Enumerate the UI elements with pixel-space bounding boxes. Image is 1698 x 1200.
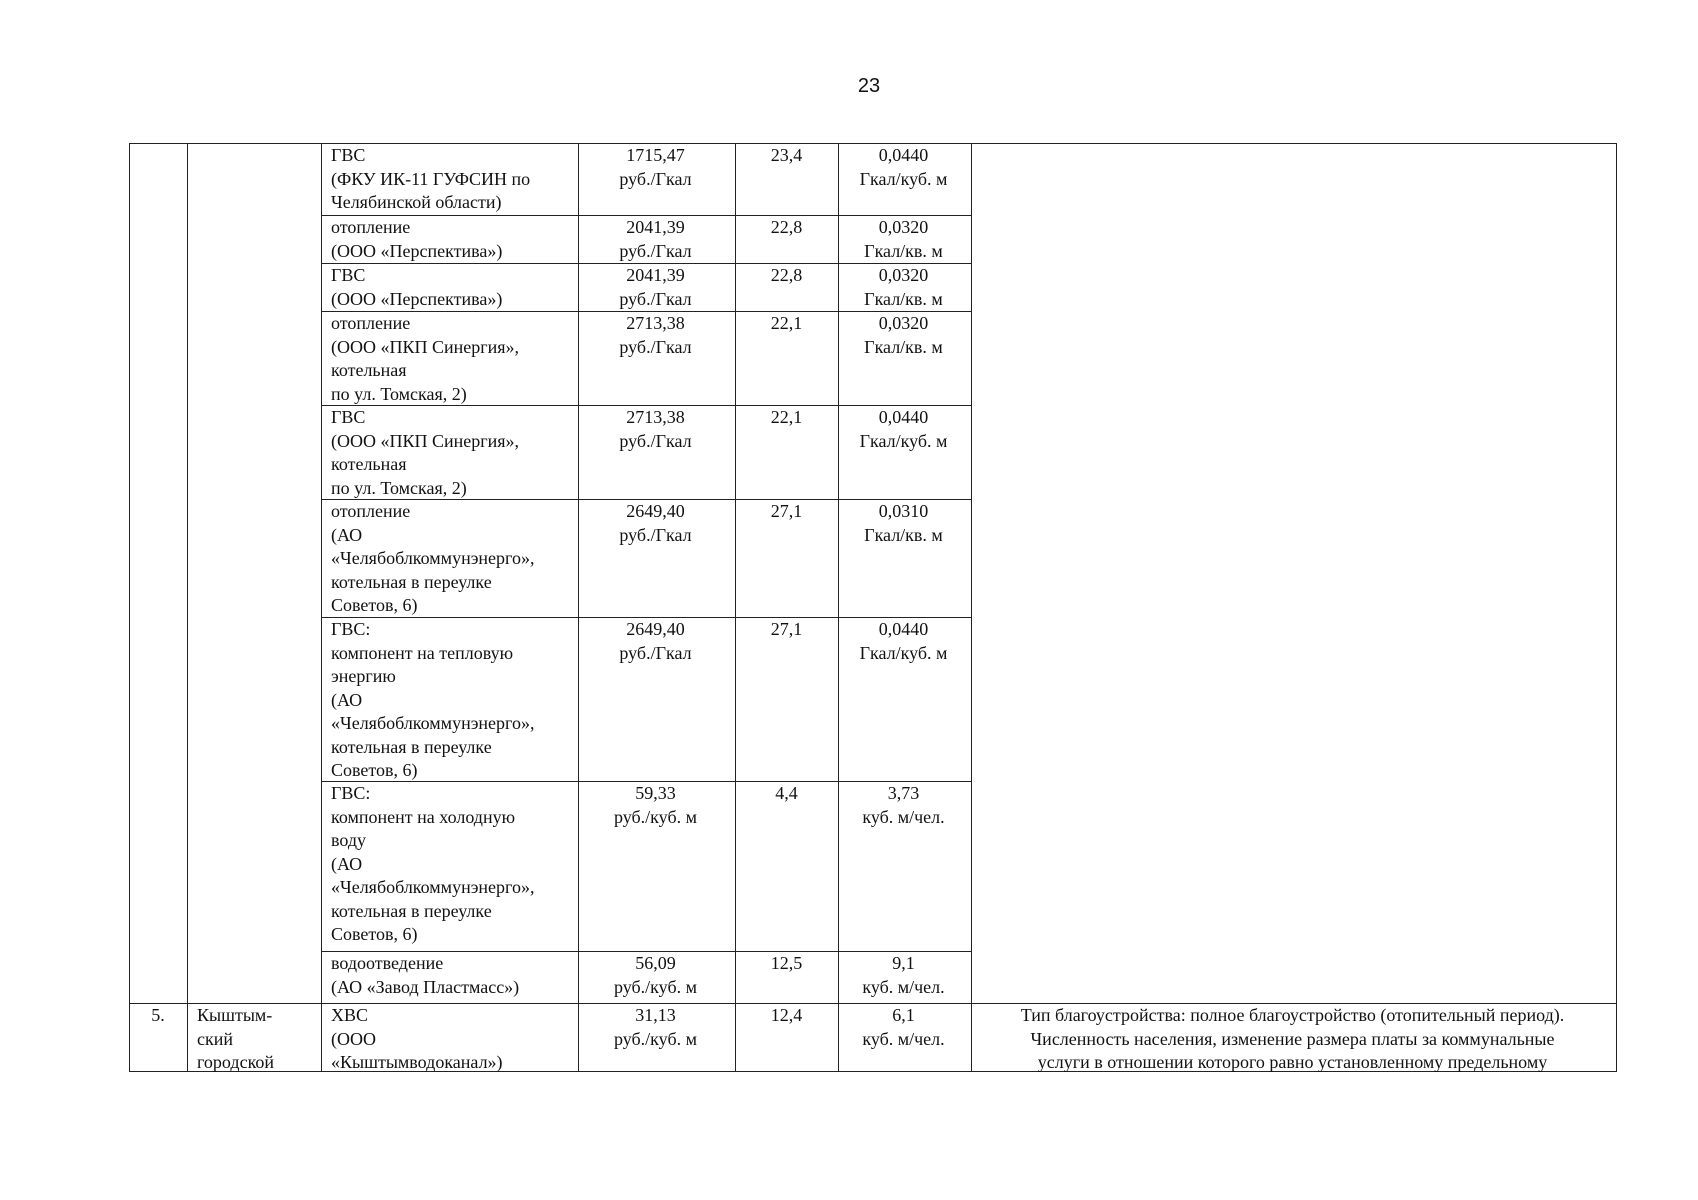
tariff-cell-line: руб./куб. м xyxy=(614,1028,697,1049)
tariff-cell-line: 59,33 xyxy=(635,783,676,803)
service-cell xyxy=(331,406,576,500)
service-cell-line: «Челябоблкоммунэнерго», xyxy=(331,713,535,733)
norm-cell-line: Гкал/куб. м xyxy=(859,168,948,189)
norm-cell xyxy=(838,406,969,453)
column-divider xyxy=(187,143,188,1071)
norm-cell-line: 0,0440 xyxy=(878,407,929,427)
norm-cell-line: Гкал/кв. м xyxy=(864,524,943,545)
tariff-cell-line: руб./Гкал xyxy=(619,642,692,663)
note-cell-line: Численность населения, изменение размера платы за коммунальные xyxy=(1030,1028,1555,1049)
service-cell-line: по ул. Томская, 2) xyxy=(331,477,467,498)
service-cell-line: по ул. Томская, 2) xyxy=(331,383,467,404)
tariff-cell xyxy=(578,500,733,547)
service-cell xyxy=(331,264,576,311)
service-cell-line: компонент на тепловую xyxy=(331,642,514,663)
service-cell-line: (ООО «ПКП Синергия», xyxy=(331,430,520,451)
share-cell: 22,1 xyxy=(770,313,803,333)
service-cell-line: ГВС: xyxy=(331,783,371,803)
tariff-cell xyxy=(578,144,733,191)
tariff-cell xyxy=(578,782,733,829)
norm-cell-line: 0,0440 xyxy=(878,145,929,165)
page-number: 23 xyxy=(857,75,881,97)
municipality-cell-line: Кыштым- xyxy=(197,1005,273,1025)
share-cell: 22,8 xyxy=(770,217,803,237)
service-cell-line: отопление xyxy=(331,313,411,333)
service-cell-line: котельная в переулке xyxy=(331,900,492,921)
service-cell-line: Советов, 6) xyxy=(331,595,418,615)
norm-cell-line: 0,0440 xyxy=(878,619,929,639)
tariff-cell-line: 2041,39 xyxy=(626,217,685,237)
note-cell-line: Тип благоустройства: полное благоустройство (отопительный период). xyxy=(1020,1005,1565,1025)
service-cell-line: компонент на холодную xyxy=(331,806,516,827)
tariff-cell xyxy=(578,618,733,665)
norm-cell xyxy=(838,1004,969,1051)
service-cell-line: отопление xyxy=(331,217,411,237)
tariff-table xyxy=(129,143,1616,1071)
tariff-cell-line: 56,09 xyxy=(635,953,676,973)
service-cell-line: (ООО «Перспектива») xyxy=(331,288,503,309)
municipality-cell xyxy=(197,1004,319,1075)
norm-cell-line: Гкал/кв. м xyxy=(864,240,943,261)
norm-cell xyxy=(838,216,969,263)
tariff-cell-line: руб./Гкал xyxy=(619,430,692,451)
service-cell xyxy=(331,782,576,947)
norm-cell xyxy=(838,264,969,311)
tariff-cell-line: руб./Гкал xyxy=(619,288,692,309)
tariff-cell xyxy=(578,264,733,311)
norm-cell-line: Гкал/кв. м xyxy=(864,336,943,357)
service-cell-line: (ФКУ ИК-11 ГУФСИН по xyxy=(331,168,531,189)
norm-cell-line: куб. м/чел. xyxy=(862,1028,945,1049)
norm-cell-line: куб. м/чел. xyxy=(862,806,945,827)
norm-cell-line: 0,0320 xyxy=(878,265,929,285)
norm-cell-line: 0,0320 xyxy=(878,217,929,237)
norm-cell-line: 0,0320 xyxy=(878,313,929,333)
tariff-cell-line: 2713,38 xyxy=(626,407,685,427)
service-cell-line: энергию xyxy=(331,666,396,686)
service-cell xyxy=(331,1004,576,1075)
service-cell xyxy=(331,500,576,618)
norm-cell xyxy=(838,618,969,665)
service-cell-line: (АО xyxy=(331,524,363,545)
service-cell-line: ГВС xyxy=(331,145,366,165)
tariff-cell xyxy=(578,1004,733,1051)
service-cell xyxy=(331,312,576,406)
service-cell-line: ГВС xyxy=(331,265,366,285)
norm-cell-line: 0,0310 xyxy=(878,501,929,521)
service-cell-line: водоотведение xyxy=(331,953,444,973)
municipality-cell-line: ский xyxy=(197,1028,233,1049)
norm-cell-line: Гкал/кв. м xyxy=(864,288,943,309)
tariff-cell xyxy=(578,406,733,453)
column-divider xyxy=(971,143,972,1071)
norm-cell xyxy=(838,782,969,829)
norm-cell xyxy=(838,312,969,359)
tariff-cell xyxy=(578,952,733,999)
tariff-cell xyxy=(578,312,733,359)
service-cell-line: Челябинской области) xyxy=(331,192,502,212)
service-cell xyxy=(331,216,576,263)
share-cell: 22,1 xyxy=(770,407,803,427)
norm-cell xyxy=(838,500,969,547)
share-cell: 23,4 xyxy=(770,145,803,165)
table-border-right xyxy=(1616,143,1617,1071)
service-cell-line: «Кыштымводоканал») xyxy=(331,1052,503,1072)
tariff-cell-line: руб./куб. м xyxy=(614,976,697,997)
tariff-cell-line: руб./Гкал xyxy=(619,168,692,189)
norm-cell xyxy=(838,952,969,999)
norm-cell-line: Гкал/куб. м xyxy=(859,642,948,663)
service-cell xyxy=(331,952,576,999)
tariff-cell-line: руб./Гкал xyxy=(619,336,692,357)
tariff-cell-line: 31,13 xyxy=(635,1005,676,1025)
norm-cell-line: Гкал/куб. м xyxy=(859,430,948,451)
service-cell-line: Советов, 6) xyxy=(331,924,418,944)
service-cell-line: ГВС: xyxy=(331,619,371,639)
note-cell-line: услуги в отношении которого равно установленному предельному xyxy=(1037,1052,1548,1072)
service-cell-line: (ООО «ПКП Синергия», xyxy=(331,336,520,357)
service-cell-line: котельная xyxy=(331,454,407,474)
share-cell: 12,5 xyxy=(770,953,803,973)
service-cell-line: (АО «Завод Пластмасс») xyxy=(331,976,520,997)
service-cell-line: (АО xyxy=(331,853,363,874)
tariff-cell xyxy=(578,216,733,263)
service-cell-line: котельная xyxy=(331,360,407,380)
note-cell xyxy=(971,1004,1614,1075)
service-cell xyxy=(331,618,576,783)
norm-cell-line: 9,1 xyxy=(892,953,915,973)
service-cell-line: (ООО xyxy=(331,1028,376,1049)
tariff-cell-line: 2649,40 xyxy=(626,619,685,639)
tariff-cell-line: 2649,40 xyxy=(626,501,685,521)
share-cell: 27,1 xyxy=(770,501,803,521)
tariff-cell-line: руб./куб. м xyxy=(614,806,697,827)
norm-cell xyxy=(838,144,969,191)
column-divider xyxy=(321,143,322,1071)
tariff-cell-line: 1715,47 xyxy=(626,145,685,165)
share-cell: 27,1 xyxy=(770,619,803,639)
table-border-left xyxy=(129,143,130,1071)
service-cell xyxy=(331,144,576,215)
norm-cell-line: 3,73 xyxy=(887,783,920,803)
service-cell-line: «Челябоблкоммунэнерго», xyxy=(331,548,535,568)
norm-cell-line: 6,1 xyxy=(892,1005,915,1025)
tariff-cell-line: руб./Гкал xyxy=(619,240,692,261)
share-cell: 12,4 xyxy=(770,1005,803,1025)
service-cell-line: «Челябоблкоммунэнерго», xyxy=(331,877,535,897)
service-cell-line: (АО xyxy=(331,689,363,710)
service-cell-line: Советов, 6) xyxy=(331,760,418,780)
service-cell-line: (ООО «Перспектива») xyxy=(331,240,503,261)
service-cell-line: котельная в переулке xyxy=(331,571,492,592)
service-cell-line: ХВС xyxy=(331,1005,369,1025)
service-cell-line: воду xyxy=(331,830,367,850)
share-cell: 22,8 xyxy=(770,265,803,285)
tariff-cell-line: руб./Гкал xyxy=(619,524,692,545)
tariff-cell-line: 2713,38 xyxy=(626,313,685,333)
service-cell-line: ГВС xyxy=(331,407,366,427)
tariff-cell-line: 2041,39 xyxy=(626,265,685,285)
service-cell-line: котельная в переулке xyxy=(331,736,492,757)
norm-cell-line: куб. м/чел. xyxy=(862,976,945,997)
municipality-cell-line: городской xyxy=(197,1052,275,1072)
service-cell-line: отопление xyxy=(331,501,411,521)
share-cell: 4,4 xyxy=(775,783,798,803)
row-number-cell: 5. xyxy=(151,1005,165,1025)
